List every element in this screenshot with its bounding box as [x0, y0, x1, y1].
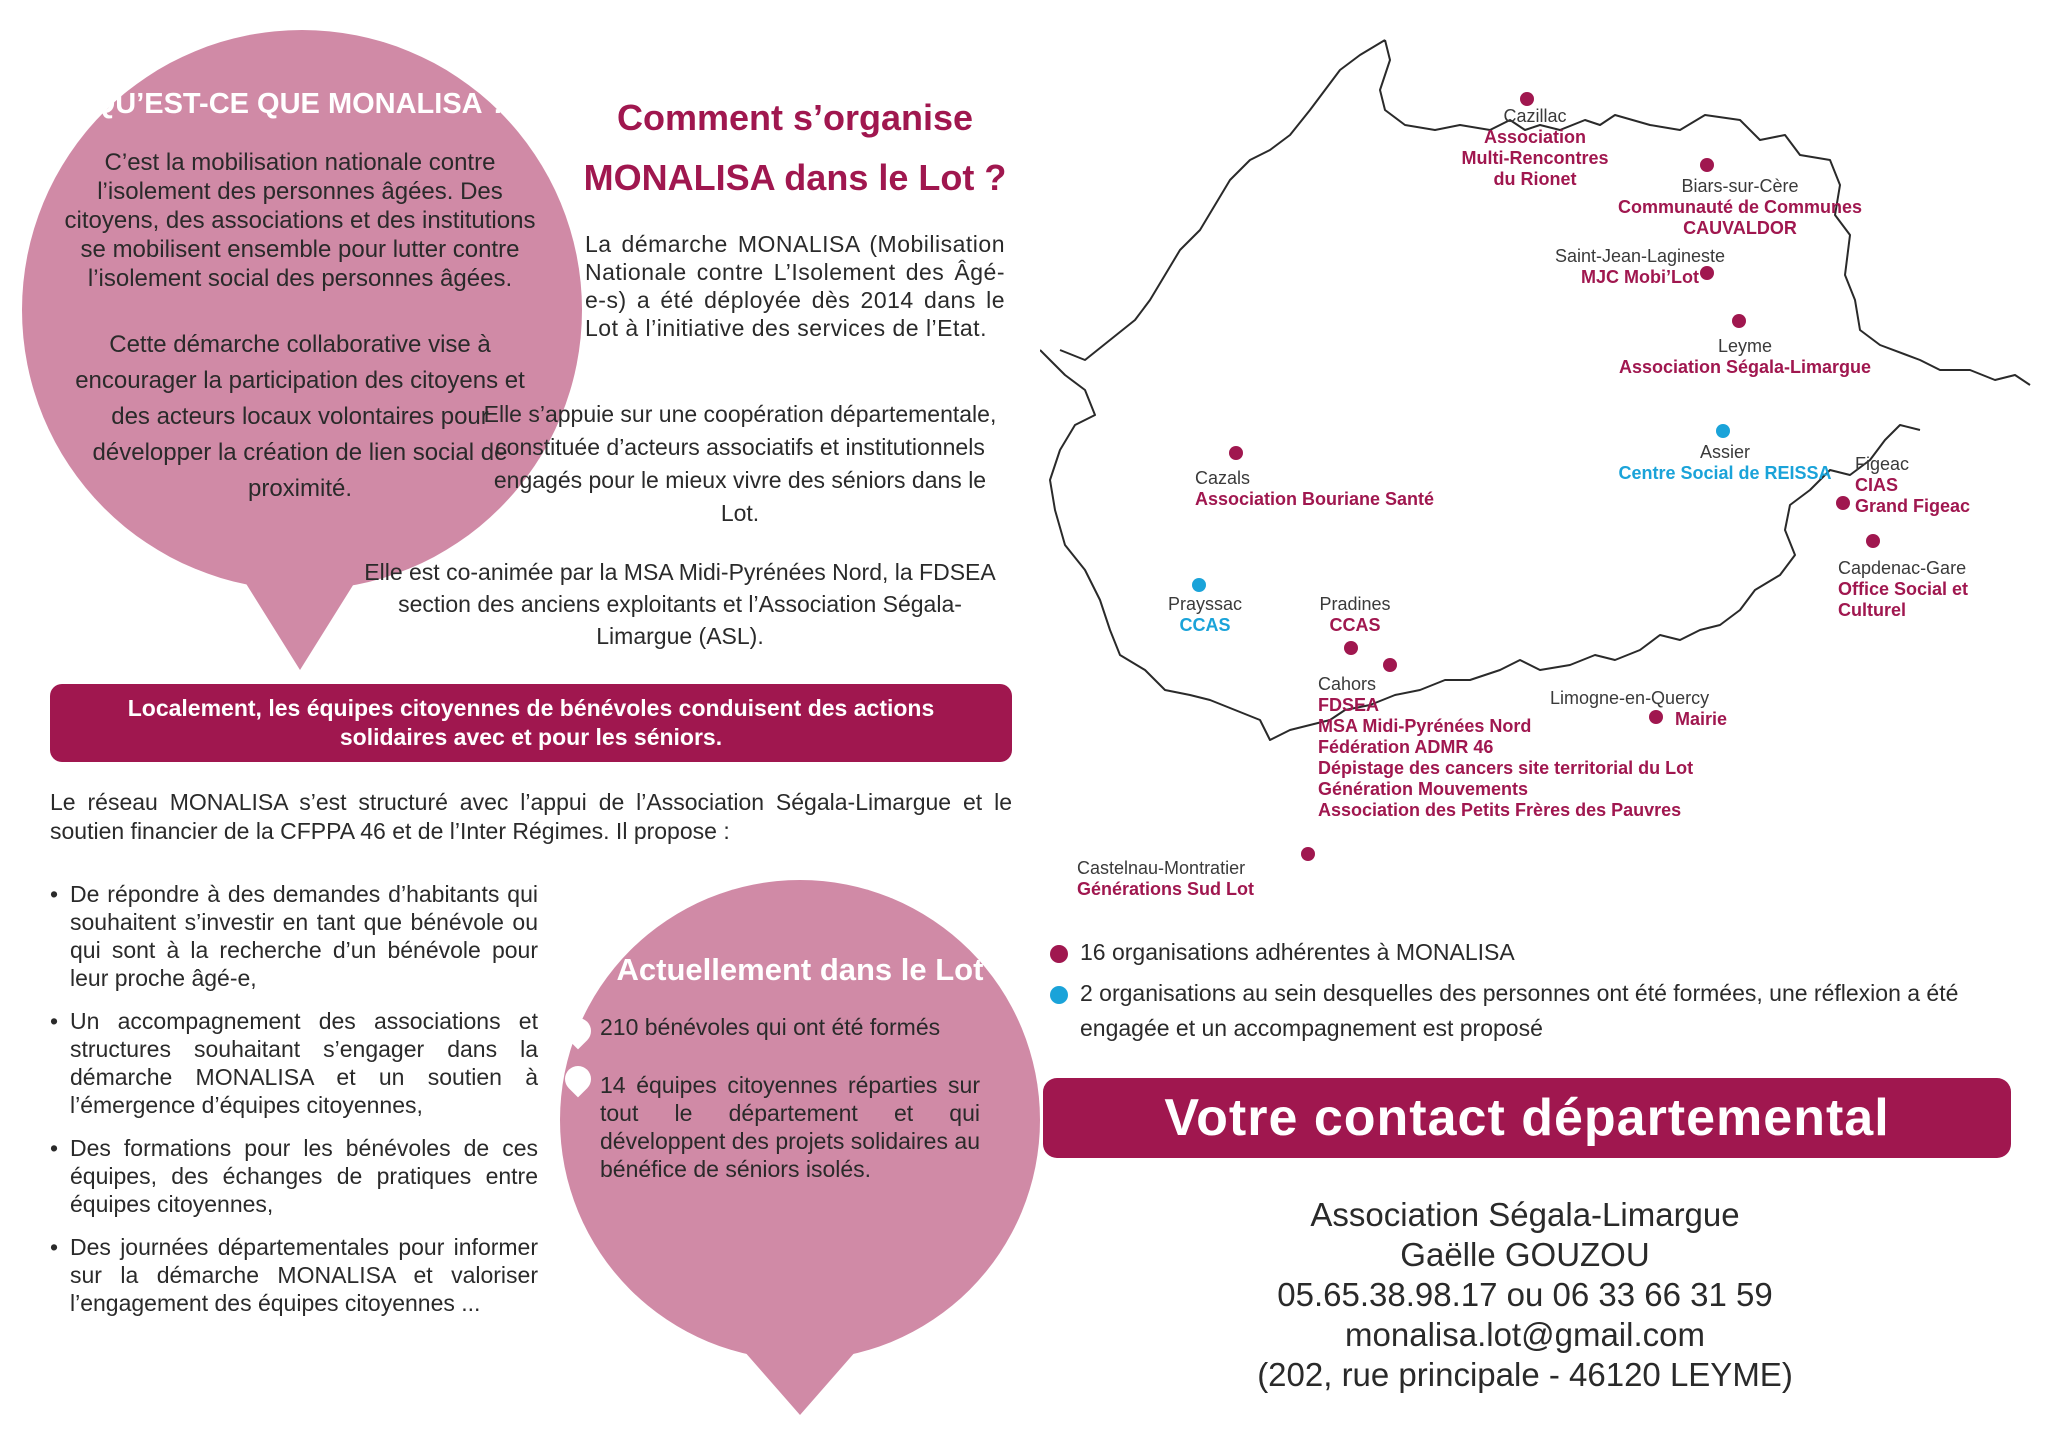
- actuellement-item-1: 210 bénévoles qui ont été formés: [600, 1014, 941, 1040]
- what-is-title: QU’EST-CE QUE MONALISA ?: [92, 88, 508, 120]
- map-dot-figeac: [1836, 496, 1850, 510]
- what-is-p2: Cette démarche collaborative vise à encourager la participation des citoyens et des acteurs locaux volontaires pour développer la création de lien social de proximité.: [75, 331, 525, 502]
- map-town-cahors: Cahors: [1318, 674, 1377, 694]
- contact-name: Gaëlle GOUZOU: [1400, 1236, 1650, 1273]
- local-banner-text: Localement, les équipes citoyennes de bénévoles conduisent des actions solidaires avec et pour les séniors.: [127, 695, 935, 750]
- legend-pink: [1050, 935, 1980, 970]
- map-dot-prayssac: [1192, 578, 1206, 592]
- legend-blue: [1050, 976, 1980, 1046]
- map-org-capdenac-1: Office Social et: [1838, 579, 1969, 599]
- actuellement-item-2: 14 équipes citoyennes réparties sur tout le département et qui développent des projets solidaires au bénéfice de séniors isolés.: [600, 1072, 980, 1182]
- map-label-cazals: [1195, 468, 1434, 510]
- what-is-p1: C’est la mobilisation nationale contre l’isolement des personnes âgées. Des citoyens, des associations et des institutions se mobilisent ensemble pour lutter contre l’isolement social des personnes âgées.: [64, 149, 536, 292]
- map-dot-cazals: [1229, 446, 1243, 460]
- organise-title: [560, 88, 1030, 208]
- map-town-pradines: Pradines: [1319, 594, 1391, 614]
- map-org-figeac-1: CIAS: [1855, 475, 1899, 495]
- map-town-castelnau: Castelnau-Montratier: [1077, 858, 1246, 878]
- proposals-list: [50, 880, 538, 1332]
- what-is-body: [60, 148, 540, 541]
- contact-org: Association Ségala-Limargue: [1310, 1196, 1740, 1233]
- map-org-biars-1: Communauté de Communes: [1617, 197, 1863, 217]
- map-org-cahors-3: Fédération ADMR 46: [1318, 737, 1494, 757]
- map-org-cahors-4: Dépistage des cancers site territorial du Lot: [1318, 758, 1694, 778]
- contact-email[interactable]: monalisa.lot@gmail.com: [1345, 1316, 1705, 1353]
- local-banner: [50, 684, 1012, 762]
- list-item: • Des journées départementales pour informer sur la démarche MONALISA et valoriser l’engagement des équipes citoyennes ...: [50, 1233, 538, 1317]
- map-org-pradines: CCAS: [1329, 615, 1381, 635]
- map-label-prayssac: [1150, 594, 1260, 636]
- map-label-capdenac: [1838, 558, 1968, 621]
- map-label-pradines: [1300, 594, 1410, 636]
- contact-banner: Votre contact départemental: [1043, 1078, 2011, 1158]
- map-label-assier: [1610, 442, 1840, 484]
- map-org-cazillac-3: du Rionet: [1493, 169, 1577, 189]
- map-label-figeac: [1855, 454, 1970, 517]
- map-org-cahors-1: FDSEA: [1318, 695, 1380, 715]
- organise-title-line2: MONALISA dans le Lot ?: [583, 157, 1007, 198]
- map-label-limogne: [1550, 688, 1727, 730]
- map-dot-cazillac: [1520, 92, 1534, 106]
- map-org-cazillac-2: Multi-Rencontres: [1461, 148, 1609, 168]
- map-town-capdenac: Capdenac-Gare: [1838, 558, 1967, 578]
- map-label-castelnau: [1077, 858, 1254, 900]
- legend-blue-dot: [1050, 986, 1068, 1004]
- map-dot-pradines: [1344, 641, 1358, 655]
- map-org-limogne: Mairie: [1675, 709, 1728, 729]
- map-town-leyme: Leyme: [1717, 336, 1773, 356]
- map-org-prayssac: CCAS: [1179, 615, 1231, 635]
- map-label-leyme: [1600, 336, 1890, 378]
- map-dot-cahors: [1383, 658, 1397, 672]
- map-dot-capdenac: [1866, 534, 1880, 548]
- map-town-cazals: Cazals: [1195, 468, 1251, 488]
- organise-title-line1: Comment s’organise: [616, 97, 974, 138]
- map-org-cahors-2: MSA Midi-Pyrénées Nord: [1318, 716, 1532, 736]
- actuellement-title: Actuellement dans le Lot: [616, 952, 984, 987]
- map-org-assier: Centre Social de REISSA: [1618, 463, 1832, 483]
- map-org-leyme: Association Ségala-Limargue: [1618, 357, 1872, 377]
- contact-address: (202, rue principale - 46120 LEYME): [1257, 1356, 1793, 1393]
- contact-phones: 05.65.38.98.17 ou 06 33 66 31 59: [1277, 1276, 1773, 1313]
- map-org-biars-2: CAUVALDOR: [1683, 218, 1797, 238]
- map-town-cazillac: Cazillac: [1503, 106, 1567, 126]
- organise-p2: Elle s’appuie sur une coopération départementale, constituée d’acteurs associatifs et institutionnels engagés pour le mieux vivre des séniors dans le Lot.: [483, 401, 997, 526]
- list-item: • Des formations pour les bénévoles de ces équipes, des échanges de pratiques entre équipes citoyennes,: [50, 1134, 538, 1218]
- map-town-saintjean: Saint-Jean-Lagineste: [1554, 246, 1726, 266]
- reseau-text: Le réseau MONALISA s’est structuré avec l’appui de l’Association Ségala-Limargue et le soutien financier de la CFPPA 46 et de l’Inter Régimes. Il propose :: [50, 789, 1012, 844]
- contact-block: [1100, 1195, 1950, 1395]
- map-org-cazillac-1: Association: [1483, 127, 1587, 147]
- map-org-saintjean: MJC Mobi’Lot: [1581, 267, 1699, 287]
- list-item: • De répondre à des demandes d’habitants qui souhaitent s’investir en tant que bénévole ou qui sont à la recherche d’un bénévole pour leur proche âgé-e,: [50, 880, 538, 992]
- map-town-figeac: Figeac: [1855, 454, 1910, 474]
- map-org-capdenac-2: Culturel: [1838, 600, 1907, 620]
- map-dot-castelnau: [1301, 847, 1315, 861]
- legend-pink-text: 16 organisations adhérentes à MONALISA: [1080, 939, 1515, 965]
- map-town-limogne: Limogne-en-Quercy: [1550, 688, 1710, 708]
- map-label-cazillac: [1450, 106, 1620, 190]
- list-item: • Un accompagnement des associations et structures souhaitant s’engager dans la démarche MONALISA et un soutien à l’émergence d’équipes citoyennes,: [50, 1007, 538, 1119]
- map-dot-assier: [1716, 424, 1730, 438]
- map-label-biars: [1600, 176, 1880, 239]
- map-org-figeac-2: Grand Figeac: [1855, 496, 1971, 516]
- map-org-cahors-6: Association des Petits Frères des Pauvres: [1318, 800, 1682, 820]
- map-town-biars: Biars-sur-Cère: [1681, 176, 1799, 196]
- organise-p1: La démarche MONALISA (Mobilisation Nationale contre L’Isolement des Âgé-e-s) a été déployée dès 2014 dans le Lot à l’initiative des services de l’Etat.: [585, 231, 1005, 341]
- map-dot-leyme: [1732, 314, 1746, 328]
- map-town-assier: Assier: [1699, 442, 1750, 462]
- map-town-prayssac: Prayssac: [1167, 594, 1243, 614]
- legend-pink-dot: [1050, 945, 1068, 963]
- map-org-cahors-5: Génération Mouvements: [1318, 779, 1529, 799]
- map-org-castelnau: Générations Sud Lot: [1077, 879, 1255, 899]
- organise-p3: Elle est co-animée par la MSA Midi-Pyrénées Nord, la FDSEA section des anciens exploitants et l’Association Ségala-Limargue (ASL).: [364, 559, 996, 649]
- legend-blue-text: 2 organisations au sein desquelles des personnes ont été formées, une réflexion a été engagée et un accompagnement est proposé: [1080, 980, 1959, 1041]
- map-dot-biars: [1700, 158, 1714, 172]
- map-org-cazals: Association Bouriane Santé: [1195, 489, 1435, 509]
- map-label-saintjean: [1530, 246, 1750, 288]
